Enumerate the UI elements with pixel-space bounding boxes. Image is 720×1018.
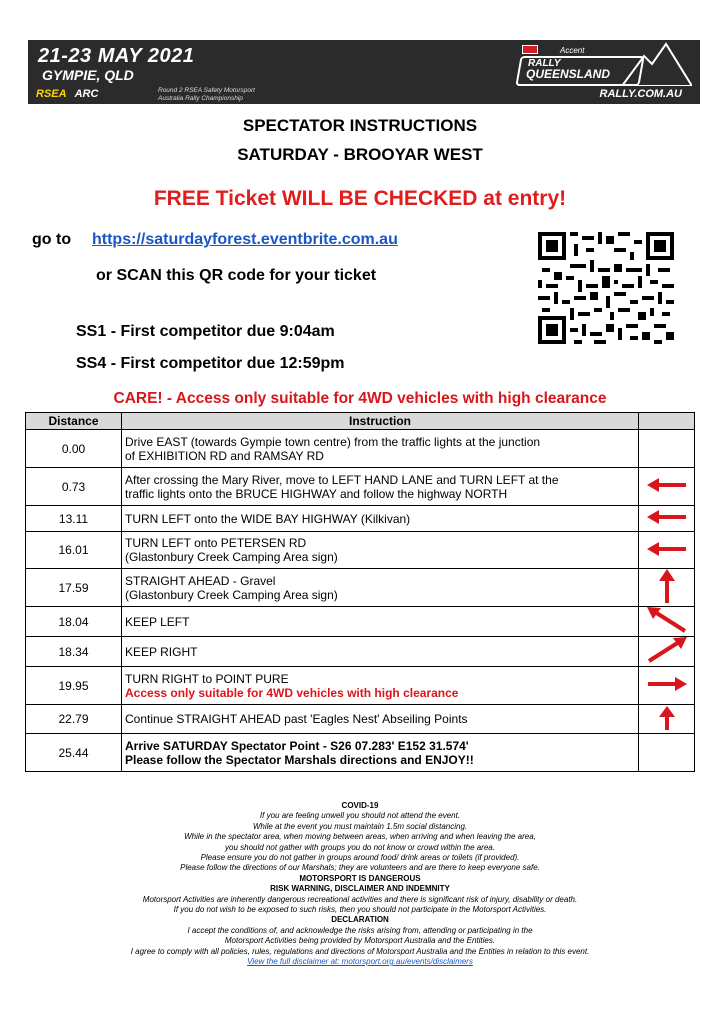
declaration-line: Motorsport Activities being provided by Motorsport Australia and the Entities. (224, 936, 496, 946)
row-instruction (122, 734, 639, 772)
round-text (158, 87, 255, 103)
scan-instruction: or SCAN this QR code for your ticket (96, 267, 377, 284)
banner-dates: 21-23 MAY 2021 (38, 45, 195, 67)
row-instruction: KEEP LEFT (122, 607, 639, 637)
row-arrow (639, 607, 695, 637)
row-arrow (639, 667, 695, 705)
covid-line: While at the event you must maintain 1.5m social distancing. (252, 821, 468, 831)
row-distance: 25.44 (26, 734, 122, 772)
row-instruction (122, 430, 639, 468)
danger-title: MOTORSPORT IS DANGEROUS (299, 873, 421, 883)
arc-logo: ARC (74, 88, 99, 100)
row-arrow (639, 532, 695, 569)
rq-logo-line-1: RALLY (528, 58, 561, 69)
instruction-line: After crossing the Mary River, move to LEFT HAND LANE and TURN LEFT at the (125, 472, 559, 487)
table-row (26, 532, 695, 569)
row-arrow (639, 705, 695, 734)
instruction-line: TURN RIGHT to POINT PURE (125, 671, 289, 686)
rsea-logo: RSEA (36, 88, 67, 100)
covid-line: If you are feeling unwell you should not attend the event. (259, 811, 461, 821)
table-row (26, 569, 695, 607)
table-row (26, 430, 695, 468)
banner-location: GYMPIE, QLD (42, 67, 134, 83)
banner-url: RALLY.COM.AU (599, 88, 682, 100)
page-subtitle: SATURDAY - BROOYAR WEST (237, 145, 483, 164)
disclaimer-footer (20, 801, 700, 968)
care-warning: CARE! - Access only suitable for 4WD vehicles with high clearance (113, 390, 607, 407)
covid-title: COVID-19 (341, 801, 379, 810)
round-line-1: Round 2 RSEA Safety Motorsport (158, 87, 255, 94)
route-instructions-table (25, 412, 695, 772)
row-arrow (639, 569, 695, 607)
instruction-warning: Access only suitable for 4WD vehicles with high clearance (125, 685, 459, 700)
instruction-line: Please follow the Spectator Marshals directions and ENJOY!! (125, 752, 474, 767)
covid-line: While in the spectator area, when moving between areas, when arriving and when leaving the area, (184, 832, 536, 842)
arrow-keep-right-icon (647, 637, 687, 663)
row-distance: 0.73 (26, 468, 122, 506)
round-line-2: Australia Rally Championship (158, 95, 243, 102)
instruction-line: of EXHIBITION RD and RAMSAY RD (125, 448, 324, 463)
table-row (26, 734, 695, 772)
row-instruction (122, 569, 639, 607)
arrow-left-icon (647, 542, 687, 556)
instruction-line: TURN LEFT onto PETERSEN RD (125, 536, 307, 550)
covid-line: Please follow the directions of our Marshals; they are volunteers and are there to keep everyone safe. (180, 863, 540, 873)
instruction-line: Arrive SATURDAY Spectator Point - S26 07.283' E152 31.574' (125, 738, 469, 753)
row-distance: 16.01 (26, 532, 122, 569)
page-title: SPECTATOR INSTRUCTIONS (242, 116, 478, 135)
row-distance: 18.04 (26, 607, 122, 637)
arrow-keep-left-icon (647, 607, 687, 633)
accent-logo: Accent (560, 46, 585, 55)
covid-line: Please ensure you do not gather in groups around food/ drink areas or toilets (if provided). (200, 853, 520, 863)
row-instruction (122, 667, 639, 705)
ss4-time: SS4 - First competitor due 12:59pm (76, 355, 345, 372)
risk-line: Motorsport Activities are inherently dangerous recreational activities and there is significant risk of injury, disability or death. (142, 894, 578, 904)
table-row (26, 667, 695, 705)
row-distance: 22.79 (26, 705, 122, 734)
disclaimer-link[interactable]: View the full disclaimer at: motorsport.org.au/events/disclaimers (247, 957, 473, 967)
covid-line: you should not gather with groups you do not know or crowd within the area. (225, 842, 495, 852)
row-arrow (639, 430, 695, 468)
sponsor-logos (36, 88, 98, 100)
risk-title: RISK WARNING, DISCLAIMER AND INDEMNITY (270, 884, 450, 894)
ticket-notice: FREE Ticket WILL BE CHECKED at entry! (153, 187, 567, 210)
declaration-line: I accept the conditions of, and acknowledge the risks arising from, attending or participating in the (187, 925, 533, 935)
arrow-left-icon (647, 510, 687, 524)
row-instruction: Continue STRAIGHT AHEAD past 'Eagles Nest' Abseiling Points (122, 705, 639, 734)
instruction-column-header: Instruction (122, 413, 639, 430)
flag-icon (522, 45, 538, 54)
arrow-up-icon (659, 569, 675, 603)
row-distance: 18.34 (26, 637, 122, 667)
table-row (26, 607, 695, 637)
row-instruction: TURN LEFT onto the WIDE BAY HIGHWAY (Kilkivan) (122, 506, 639, 532)
event-banner (28, 40, 700, 104)
arrow-left-icon (647, 478, 687, 492)
instruction-line: traffic lights onto the BRUCE HIGHWAY and follow the highway NORTH (125, 486, 508, 501)
distance-column-header: Distance (26, 413, 122, 430)
declaration-title: DECLARATION (331, 915, 389, 925)
qr-code[interactable] (538, 232, 674, 344)
row-instruction: KEEP RIGHT (122, 637, 639, 667)
table-row (26, 637, 695, 667)
table-row (26, 506, 695, 532)
row-arrow (639, 506, 695, 532)
instruction-line: (Glastonbury Creek Camping Area sign) (125, 550, 338, 564)
arrow-up-icon (659, 706, 675, 730)
risk-line: If you do not wish to be exposed to such risks, then you should not participate in the Motorsport Activities. (173, 905, 547, 915)
row-instruction (122, 468, 639, 506)
row-arrow (639, 734, 695, 772)
row-arrow (639, 468, 695, 506)
rq-logo-line-2: QUEENSLAND (526, 67, 611, 81)
row-instruction (122, 532, 639, 569)
row-distance: 17.59 (26, 569, 122, 607)
ticket-link[interactable]: https://saturdayforest.eventbrite.com.au (92, 231, 398, 248)
table-row (26, 468, 695, 506)
arrow-column-header (639, 413, 695, 430)
ss1-time: SS1 - First competitor due 9:04am (76, 323, 335, 340)
instruction-line: STRAIGHT AHEAD - Gravel (125, 573, 276, 588)
table-header-row (26, 413, 695, 430)
rally-queensland-logo (518, 48, 668, 82)
instruction-line: (Glastonbury Creek Camping Area sign) (125, 587, 338, 602)
goto-label: go to (32, 231, 72, 248)
declaration-line: I agree to comply with all policies, rules, regulations and directions of Motorsport Australia and the Entities in relation to this event. (130, 946, 590, 956)
arrow-right-icon (647, 677, 687, 691)
row-distance: 13.11 (26, 506, 122, 532)
row-arrow (639, 637, 695, 667)
instruction-line: Drive EAST (towards Gympie town centre) from the traffic lights at the junction (125, 434, 541, 449)
row-distance: 19.95 (26, 667, 122, 705)
row-distance: 0.00 (26, 430, 122, 468)
table-row (26, 705, 695, 734)
